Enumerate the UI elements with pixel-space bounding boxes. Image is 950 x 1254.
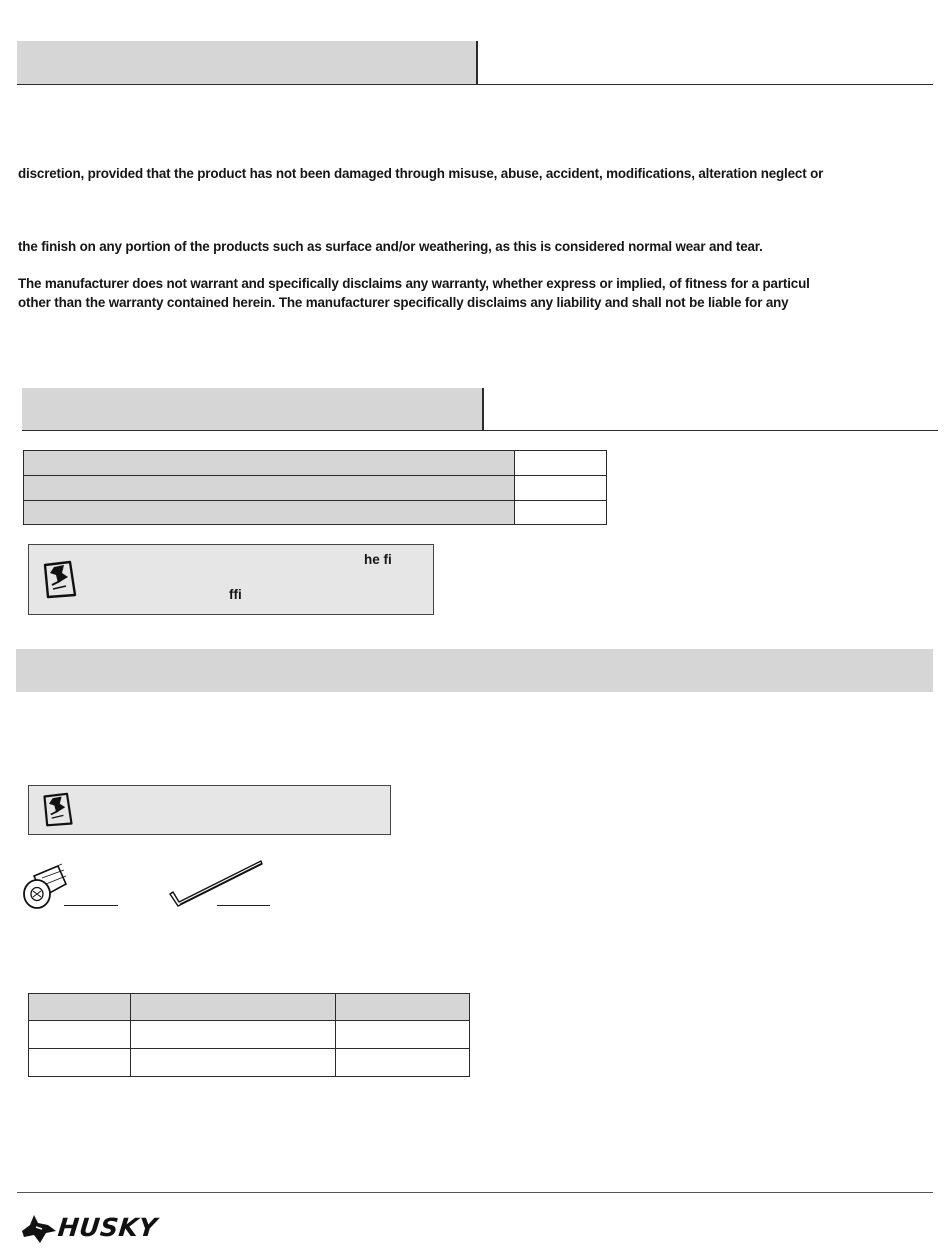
hardware-table xyxy=(28,993,470,1077)
section-header-rule xyxy=(22,430,938,431)
table-row xyxy=(24,501,607,525)
note-box xyxy=(28,544,434,615)
table-row xyxy=(29,1049,470,1077)
table-header-cell xyxy=(131,994,336,1021)
note-pencil-icon xyxy=(40,791,76,834)
specifications-table xyxy=(23,450,607,525)
table-cell xyxy=(336,1049,470,1077)
warranty-text-line: other than the warranty contained herein. The manufacturer specifically disclaims any liability and shall not be liable for any xyxy=(18,295,789,310)
husky-dog-logo-icon xyxy=(20,1213,58,1250)
section-header-hardware xyxy=(16,649,933,692)
table-header-cell xyxy=(29,994,131,1021)
table-row xyxy=(29,1021,470,1049)
table-row xyxy=(24,476,607,501)
table-cell xyxy=(29,1021,131,1049)
brand-logo-text: HUSKY xyxy=(56,1213,159,1242)
table-cell xyxy=(29,1049,131,1077)
footer-rule xyxy=(17,1192,933,1193)
spec-label-cell xyxy=(24,476,515,501)
spec-value-cell xyxy=(515,476,607,501)
spec-value-cell xyxy=(515,501,607,525)
spec-label-cell xyxy=(24,451,515,476)
section-header-warranty xyxy=(17,41,476,84)
button-head-screw-icon xyxy=(20,862,72,917)
quantity-underline xyxy=(217,905,270,906)
table-cell xyxy=(336,1021,470,1049)
note-text-fragment: ffi xyxy=(229,587,242,602)
spec-label-cell xyxy=(24,501,515,525)
quantity-underline xyxy=(64,905,118,906)
note-box xyxy=(28,785,391,835)
spec-value-cell xyxy=(515,451,607,476)
table-header-row xyxy=(29,994,470,1021)
table-cell xyxy=(131,1021,336,1049)
table-row xyxy=(24,451,607,476)
table-cell xyxy=(131,1049,336,1077)
hex-key-icon xyxy=(164,860,266,917)
warranty-text-line: discretion, provided that the product has not been damaged through misuse, abuse, accident, modifications, alteration neglect or xyxy=(18,166,824,181)
section-header-rule xyxy=(17,84,933,85)
note-text-fragment: he fi xyxy=(364,552,392,567)
note-pencil-icon xyxy=(40,559,80,606)
section-header-specifications xyxy=(22,388,482,430)
section-header-divider xyxy=(482,388,484,430)
warranty-text-line: the finish on any portion of the products such as surface and/or weathering, as this is considered normal wear and tear. xyxy=(18,239,763,254)
section-header-divider xyxy=(476,41,478,84)
table-header-cell xyxy=(336,994,470,1021)
warranty-text-line: The manufacturer does not warrant and specifically disclaims any warranty, whether express or implied, of fitness for a particul xyxy=(18,276,810,291)
